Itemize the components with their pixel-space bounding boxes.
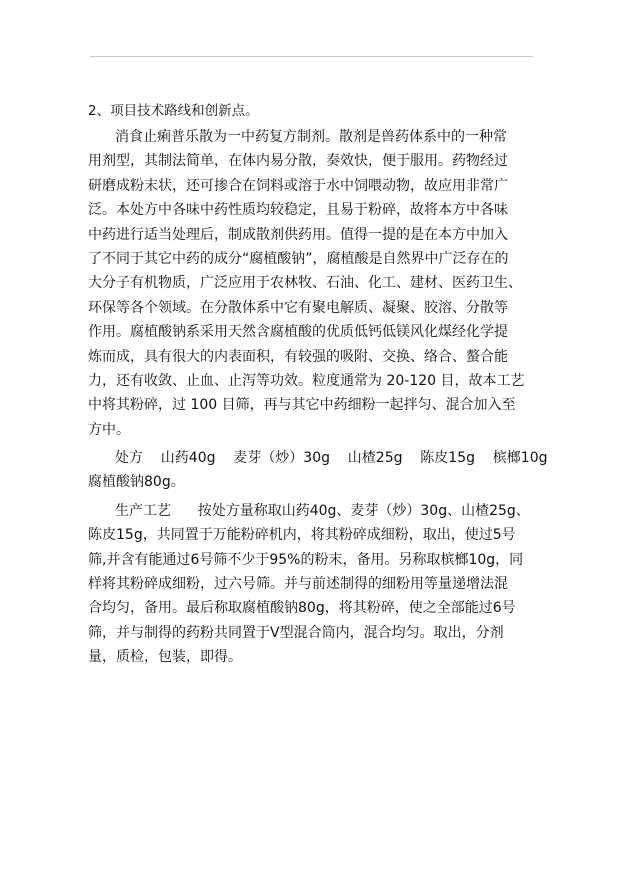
header-rule [90,56,533,57]
text-line: 力，还有收敛、止血、止泻等功效。粒度通常为 20-120 目，故本工艺 [88,372,525,389]
document-body [88,97,548,670]
text-line: 环保等各个领域。在分散体系中它有聚电解质、凝聚、胶溶、分散等 [88,299,508,316]
text-line: 中药进行适当处理后，制成散剂供药用。值得一提的是在本方中加入 [88,226,508,243]
process-paragraph [88,499,536,670]
text-line: 炼而成，具有很大的内表面积，有较强的吸附、交换、络合、螯合能 [88,348,508,365]
text-line: 量，质检，包装，即得。 [88,649,242,666]
prescription-paragraph [88,446,548,495]
text-line: 生产工艺 按处方量称取山药40g、麦芽（炒）30g、山楂25g、 [115,502,530,519]
text-line: 中将其粉碎，过 100 目筛，再与其它中药细粉一起拌匀、混合加入至 [88,397,516,414]
intro-paragraph [88,125,536,442]
text-line: 方中。 [88,421,130,438]
text-line: 腐植酸钠80g。 [88,474,185,491]
text-line: 筛,并含有能通过6号筛不少于95%的粉末，备用。另称取槟榔10g，同 [88,551,524,568]
text-line: 合均匀，备用。最后称取腐植酸钠80g，将其粉碎，使之全部能过6号 [88,600,516,617]
text-line: 陈皮15g，共同置于万能粉碎机内，将其粉碎成细粉，取出，使过5号 [88,527,516,544]
text-line: 泛。本处方中各味中药性质均较稳定，且易于粉碎，故将本方中各味 [88,202,508,219]
text-line: 筛，并与制得的药粉共同置于V型混合筒内，混合均匀。取出，分剂 [88,624,504,641]
section-heading: 2、项目技术路线和创新点。 [88,103,259,119]
text-line: 大分子有机物质，广泛应用于农林牧、石油、化工、建材、医药卫生、 [88,275,522,292]
text-line: 用剂型，其制法简单，在体内易分散，奏效快，便于服用。药物经过 [88,153,508,170]
text-line: 处方 山药40g 麦芽（炒）30g 山楂25g 陈皮15g 槟榔10g [115,450,548,467]
text-line: 作用。腐植酸钠系采用天然含腐植酸的优质低钙低镁风化煤经化学提 [88,324,508,341]
text-line: 样将其粉碎成细粉，过六号筛。并与前述制得的细粉用等量递增法混 [88,576,508,593]
text-line: 了不同于其它中药的成分“腐植酸钠”，腐植酸是自然界中广泛存在的 [88,250,509,267]
text-line: 研磨成粉末状，还可掺合在饲料或溶于水中饲喂动物，故应用非常广 [88,177,508,194]
text-line: 消食止痢普乐散为一中药复方制剂。散剂是兽药体系中的一种常 [115,129,507,145]
